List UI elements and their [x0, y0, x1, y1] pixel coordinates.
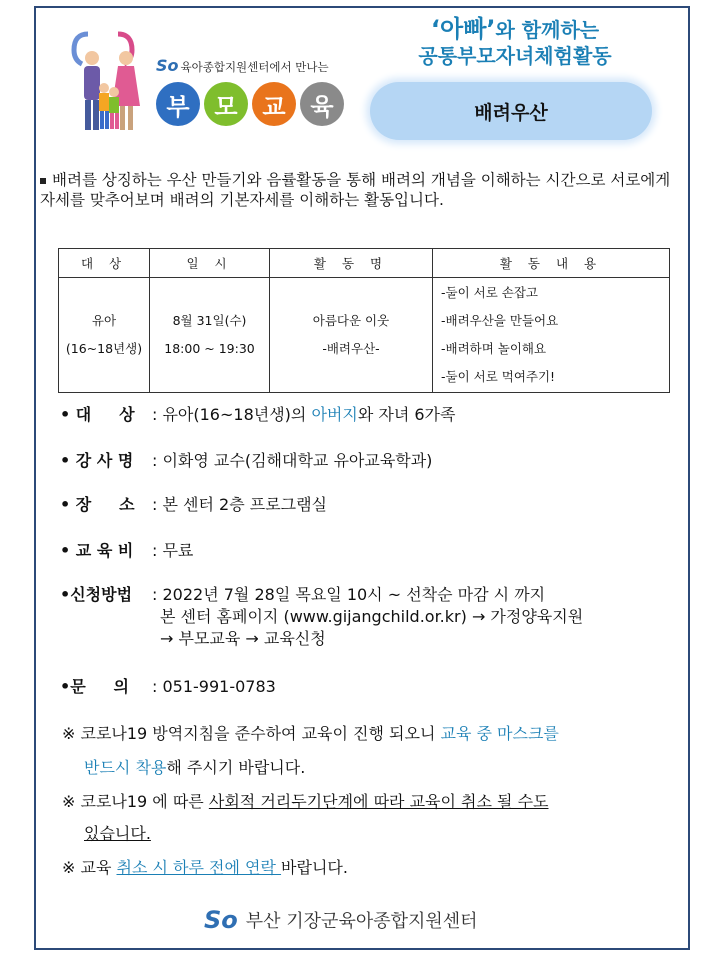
circle-gyo: 교	[252, 82, 296, 126]
headline-line2: 공통부모자녀체험활동	[418, 44, 612, 68]
datetime-cell: 8월 31일(수) 18:00 ~ 19:30	[150, 278, 270, 393]
detail-contact: •문 의 : 051-991-0783	[60, 677, 276, 696]
detail-place: • 장 소 : 본 센터 2층 프로그램실	[60, 495, 328, 514]
circle-yuk: 육	[300, 82, 344, 126]
detail-target: • 대 상 : 유아(16~18년생)의 아버지와 자녀 6가족	[60, 405, 456, 424]
note-1: ※ 코로나19 방역지침을 준수하여 교육이 진행 되오니 교육 중 마스크를	[62, 724, 559, 743]
program-table	[58, 248, 670, 393]
headline-quote: ‘아빠’	[430, 15, 496, 43]
target-cell: 유아 (16~18년생)	[59, 278, 150, 393]
circle-bu: 부	[156, 82, 200, 126]
table-header-row	[59, 249, 670, 278]
note-2: ※ 코로나19 에 따른 사회적 거리두기단계에 따라 교육이 취소 될 수도	[62, 792, 549, 811]
parent-education-logo	[70, 28, 360, 138]
table-header: 대 상	[59, 249, 150, 278]
table-header: 일 시	[150, 249, 270, 278]
headline-rest: 와 함께하는	[495, 18, 600, 42]
headline	[370, 16, 660, 69]
org-name: So 육아종합지원센터에서 만나는	[156, 56, 329, 75]
title-circles	[156, 82, 344, 126]
detail-apply-3: → 부모교육 → 교육신청	[160, 629, 326, 648]
table-header: 활 동 명	[270, 249, 433, 278]
footer	[204, 906, 478, 934]
detail-fee: • 교 육 비 : 무료	[60, 541, 194, 560]
square-bullet-icon	[40, 178, 46, 184]
family-illustration	[70, 28, 150, 134]
table-header: 활 동 내 용	[433, 249, 670, 278]
circle-mo: 모	[204, 82, 248, 126]
detail-apply-2: 본 센터 홈페이지 (www.gijangchild.or.kr) → 가정양육지원	[160, 607, 584, 626]
table-row	[59, 278, 670, 393]
note-2-cont: 있습니다.	[84, 824, 151, 843]
so-logo-mark: So	[156, 56, 179, 75]
detail-apply: •신청방법 : 2022년 7월 28일 목요일 10시 ~ 선착순 마감 시 까지	[60, 585, 546, 604]
detail-lecturer: • 강 사 명 : 이화영 교수(김해대학교 유아교육학과)	[60, 451, 433, 470]
note-3: ※ 교육 취소 시 하루 전에 연락 바랍니다.	[62, 858, 348, 877]
activity-cell: 아름다운 이웃 -배려우산-	[270, 278, 433, 393]
program-title-pill: 배려우산	[370, 82, 652, 140]
footer-text: 부산 기장군육아종합지원센터	[245, 911, 478, 932]
intro-text: 배려를 상징하는 우산 만들기와 음률활동을 통해 배려의 개념을 이해하는 시간으로 서로에게 자세를 맞추어보며 배려의 기본자세를 이해하는 활동입니다.	[40, 171, 671, 209]
note-1-cont: 반드시 착용해 주시기 바랍니다.	[84, 758, 306, 777]
so-logo-mark: So	[204, 906, 238, 934]
contents-cell: -둘이 서로 손잡고 -배려우산을 만들어요 -배려하며 놀이해요 -둘이 서로 먹여주기!	[433, 278, 670, 393]
